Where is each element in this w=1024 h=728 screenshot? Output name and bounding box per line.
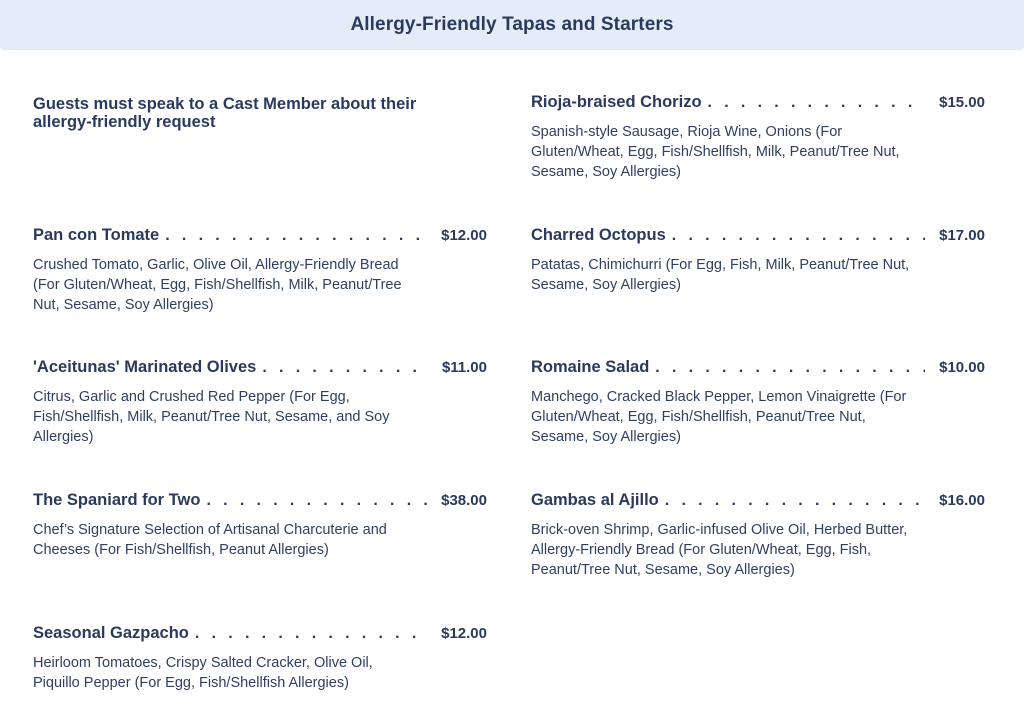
menu-item-header: [33, 624, 487, 646]
menu-item-price: $38.00: [441, 492, 487, 509]
menu-item-header: [33, 226, 487, 248]
menu-item-description: Citrus, Garlic and Crushed Red Pepper (For Egg, Fish/Shellfish, Milk, Peanut/Tree Nut, Sesame, and Soy Allergies): [33, 389, 390, 445]
menu-section-title: Allergy-Friendly Tapas and Starters: [350, 14, 674, 35]
menu-item-name: 'Aceitunas' Marinated Olives: [33, 358, 257, 376]
menu-item-header: [531, 358, 985, 380]
dot-leader: [666, 227, 925, 245]
menu-item-romaine-salad: [531, 358, 985, 447]
menu-item-price: $11.00: [441, 359, 487, 376]
menu-header-bar: [0, 0, 1024, 50]
menu-item-name: Pan con Tomate: [33, 226, 160, 244]
menu-item-charred-octopus: [531, 226, 985, 295]
menu-item-description: Spanish-style Sausage, Rioja Wine, Onions (For Gluten/Wheat, Egg, Fish/Shellfish, Milk, Peanut/Tree Nut, Sesame, Soy Allergies): [531, 124, 900, 180]
menu-item-pan-con-tomate: [33, 226, 487, 315]
menu-item-price: $15.00: [939, 94, 985, 111]
menu-item-header: [33, 358, 487, 380]
menu-item-header: [531, 226, 985, 248]
dot-leader: [702, 94, 926, 112]
menu-item-price: $12.00: [441, 227, 487, 244]
dot-leader: [256, 359, 428, 377]
menu-item-aceitunas: [33, 358, 487, 447]
dot-leader: [659, 492, 925, 510]
menu-item-description: Brick-oven Shrimp, Garlic-infused Olive Oil, Herbed Butter, Allergy-Friendly Bread (For Gluten/Wheat, Egg, Fish, Peanut/Tree Nut, Sesame, Soy Allergies): [531, 522, 908, 578]
menu-item-spaniard-for-two: [33, 491, 487, 560]
dot-leader: [649, 359, 925, 377]
menu-item-price: $17.00: [939, 227, 985, 244]
menu-item-price: $10.00: [939, 359, 985, 376]
menu-item-gambas-al-ajillo: [531, 491, 985, 580]
menu-item-description: Crushed Tomato, Garlic, Olive Oil, Allergy-Friendly Bread (For Gluten/Wheat, Egg, Fish/Shellfish, Milk, Peanut/Tree Nut, Sesame, Soy Allergies): [33, 257, 402, 313]
menu-item-description: Patatas, Chimichurri (For Egg, Fish, Milk, Peanut/Tree Nut, Sesame, Soy Allergies): [531, 257, 910, 293]
menu-item-name: The Spaniard for Two: [33, 491, 201, 509]
dot-leader: [189, 625, 427, 643]
menu-item-name: Rioja-braised Chorizo: [531, 93, 702, 111]
menu-item-name: Romaine Salad: [531, 358, 650, 376]
dot-leader: [159, 227, 427, 245]
menu-item-name: Gambas al Ajillo: [531, 491, 659, 509]
menu-item-header: [531, 93, 985, 115]
dot-leader: [200, 492, 427, 510]
menu-item-seasonal-gazpacho: [33, 624, 487, 693]
menu-item-header: [33, 491, 487, 513]
allergy-notice: Guests must speak to a Cast Member about their allergy-friendly request: [33, 95, 417, 131]
menu-item-price: $16.00: [939, 492, 985, 509]
menu-item-description: Chef’s Signature Selection of Artisanal Charcuterie and Cheeses (For Fish/Shellfish, Peanut Allergies): [33, 522, 387, 558]
menu-item-rioja-chorizo: [531, 93, 985, 182]
menu-item-price: $12.00: [441, 625, 487, 642]
menu-item-description: Manchego, Cracked Black Pepper, Lemon Vinaigrette (For Gluten/Wheat, Egg, Fish/Shellfish, Peanut/Tree Nut, Sesame, Soy Allergies): [531, 389, 907, 445]
menu-item-name: Charred Octopus: [531, 226, 666, 244]
menu-item-description: Heirloom Tomatoes, Crispy Salted Cracker, Olive Oil, Piquillo Pepper (For Egg, Fish/Shellfish Allergies): [33, 655, 373, 691]
menu-item-name: Seasonal Gazpacho: [33, 624, 189, 642]
menu-item-header: [531, 491, 985, 513]
